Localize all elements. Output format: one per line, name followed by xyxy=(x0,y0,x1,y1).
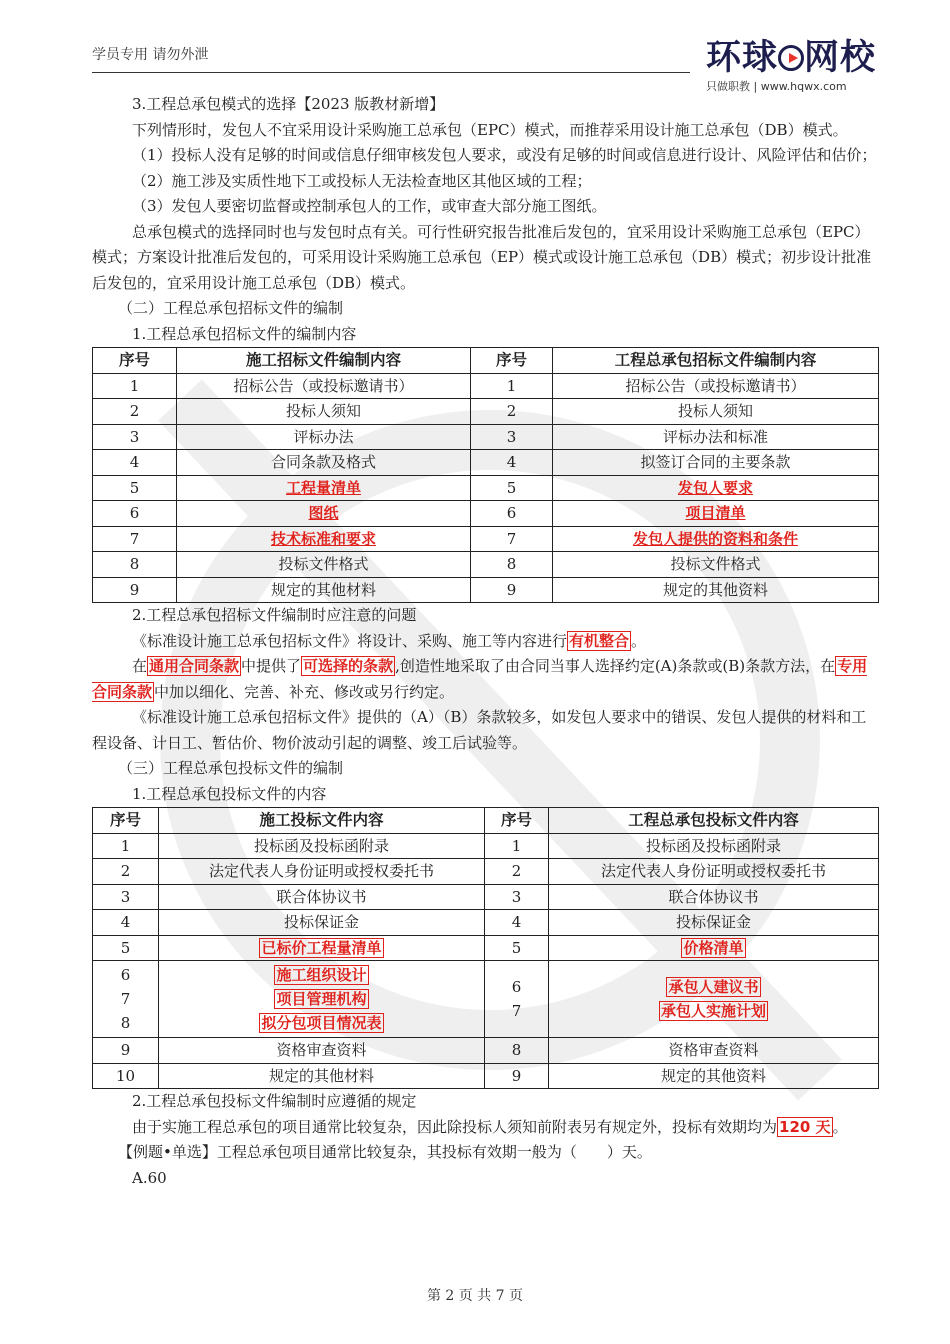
cell: 5 xyxy=(485,935,549,961)
highlight-text: 已标价工程量清单 xyxy=(261,938,382,957)
cell: 1 xyxy=(93,373,177,399)
cell: 2 xyxy=(485,859,549,885)
highlight-text: 价格清单 xyxy=(683,938,744,957)
table-row xyxy=(93,1063,879,1089)
cell: 2 xyxy=(93,399,177,425)
highlight-text: 项目清单 xyxy=(685,504,746,523)
text: 中提供了 xyxy=(241,657,302,675)
document-body xyxy=(92,92,879,1191)
cell: 2 xyxy=(93,859,159,885)
list-item: （3）发包人要密切监督或控制承包人的工作，或审查大部分施工图纸。 xyxy=(132,197,607,215)
highlight-text: 专用合同条款 xyxy=(92,657,868,701)
cell-highlight xyxy=(159,961,485,1038)
paragraph xyxy=(92,654,879,705)
cell: 资格审查资料 xyxy=(549,1038,879,1064)
table-row-multi xyxy=(93,961,879,1038)
cell-highlight xyxy=(549,961,879,1038)
highlight-text: 可选择的条款 xyxy=(303,657,394,675)
cell-highlight xyxy=(553,475,879,501)
table-row xyxy=(93,373,879,399)
cell: 4 xyxy=(93,910,159,936)
cell: 规定的其他材料 xyxy=(177,577,471,603)
highlight-text: 拟分包项目情况表 xyxy=(261,1014,382,1032)
cell-highlight xyxy=(177,475,471,501)
section-title: （三）工程总承包投标文件的编制 xyxy=(118,759,344,777)
cell-line: 7 xyxy=(511,1002,522,1020)
header-cell: 工程总承包投标文件内容 xyxy=(549,808,879,834)
cell: 拟签订合同的主要条款 xyxy=(553,450,879,476)
cell: 1 xyxy=(485,833,549,859)
table-row xyxy=(93,424,879,450)
cell: 8 xyxy=(471,552,553,578)
cell: 联合体协议书 xyxy=(549,884,879,910)
header-cell: 工程总承包招标文件编制内容 xyxy=(553,348,879,374)
cell: 规定的其他资料 xyxy=(549,1063,879,1089)
cell: 9 xyxy=(471,577,553,603)
table-row xyxy=(93,399,879,425)
highlight-text: 项目管理机构 xyxy=(276,990,367,1008)
cell: 招标公告（或投标邀请书） xyxy=(553,373,879,399)
paragraph xyxy=(92,1115,879,1141)
highlight-text: 承包人实施计划 xyxy=(660,1002,766,1020)
cell: 1 xyxy=(93,833,159,859)
cell: 规定的其他材料 xyxy=(159,1063,485,1089)
brand-logo xyxy=(706,38,876,94)
cell-line: 7 xyxy=(120,990,131,1008)
cell: 评标办法和标准 xyxy=(553,424,879,450)
page-number: 第 2 页 共 7 页 xyxy=(426,1288,524,1304)
cell-highlight xyxy=(177,501,471,527)
list-item: （2）施工涉及实质性地下工或投标人无法检查地区其他区域的工程； xyxy=(132,171,592,190)
cell xyxy=(485,961,549,1038)
cell: 评标办法 xyxy=(177,424,471,450)
logo-subtitle: 只做职教 | www.hqwx.com xyxy=(706,80,847,93)
cell: 投标文件格式 xyxy=(177,552,471,578)
highlight-text: 工程量清单 xyxy=(285,478,361,497)
text: ,创造性地采取了由合同当事人选择约定(A)条款或(B)条款方法，在 xyxy=(395,657,836,675)
highlight-text: 图纸 xyxy=(308,504,339,523)
table-row xyxy=(93,501,879,527)
table-row xyxy=(93,475,879,501)
cell: 投标函及投标函附录 xyxy=(159,833,485,859)
cell: 法定代表人身份证明或授权委托书 xyxy=(159,859,485,885)
text: 《标准设计施工总承包招标文件》将设计、采购、施工等内容进行 xyxy=(132,631,568,650)
cell: 5 xyxy=(471,475,553,501)
highlight-text: 120 天 xyxy=(779,1117,831,1136)
cell-highlight xyxy=(177,526,471,552)
table-row xyxy=(93,526,879,552)
cell: 4 xyxy=(93,450,177,476)
table-row xyxy=(93,1038,879,1064)
cell: 4 xyxy=(485,910,549,936)
header-cell: 序号 xyxy=(471,348,553,374)
text: 。 xyxy=(832,1117,848,1136)
highlight-text: 发包人提供的资料和条件 xyxy=(632,529,798,548)
table-row xyxy=(93,450,879,476)
cell: 招标公告（或投标邀请书） xyxy=(177,373,471,399)
highlight-text: 施工组织设计 xyxy=(276,966,367,984)
cell: 联合体协议书 xyxy=(159,884,485,910)
cell: 7 xyxy=(93,526,177,552)
sub-title: 1.工程总承包招标文件的编制内容 xyxy=(132,324,357,343)
option-a: A.60 xyxy=(132,1168,167,1187)
sub-title: 2.工程总承包招标文件编制时应注意的问题 xyxy=(132,606,417,624)
highlight-text: 承包人建议书 xyxy=(668,978,759,996)
highlight-text: 通用合同条款 xyxy=(149,657,240,675)
cell: 10 xyxy=(93,1063,159,1089)
cell: 5 xyxy=(93,935,159,961)
bidding-docs-table xyxy=(92,347,879,603)
header-cell: 序号 xyxy=(93,348,177,374)
play-icon xyxy=(778,45,804,71)
cell: 4 xyxy=(471,450,553,476)
header-cell: 序号 xyxy=(485,808,549,834)
table-row xyxy=(93,884,879,910)
table-row xyxy=(93,577,879,603)
cell: 2 xyxy=(471,399,553,425)
table-header-row xyxy=(93,348,879,374)
cell: 投标文件格式 xyxy=(553,552,879,578)
cell-line: 6 xyxy=(511,978,522,996)
cell: 6 xyxy=(93,501,177,527)
cell: 资格审查资料 xyxy=(159,1038,485,1064)
table-row xyxy=(93,910,879,936)
section-title: 3.工程总承包模式的选择【2023 版教材新增】 xyxy=(132,95,445,113)
cell: 8 xyxy=(485,1038,549,1064)
table-row xyxy=(93,859,879,885)
cell-highlight xyxy=(553,526,879,552)
cell: 9 xyxy=(93,577,177,603)
section-title: （二）工程总承包招标文件的编制 xyxy=(118,299,344,317)
cell: 3 xyxy=(471,424,553,450)
highlight-text: 技术标准和要求 xyxy=(270,529,376,548)
cell: 5 xyxy=(93,475,177,501)
header-notice: 学员专用 请勿外泄 xyxy=(92,47,209,63)
table-row xyxy=(93,935,879,961)
table-header-row xyxy=(93,808,879,834)
text: 在 xyxy=(132,657,148,675)
cell: 合同条款及格式 xyxy=(177,450,471,476)
cell: 9 xyxy=(485,1063,549,1089)
cell: 投标保证金 xyxy=(159,910,485,936)
example-question: 【例题•单选】工程总承包项目通常比较复杂，其投标有效期一般为（ ）天。 xyxy=(118,1143,652,1161)
sub-title: 2.工程总承包投标文件编制时应遵循的规定 xyxy=(132,1092,417,1110)
cell: 6 xyxy=(471,501,553,527)
cell: 7 xyxy=(471,526,553,552)
cell-line: 6 xyxy=(120,966,131,984)
highlight-text: 发包人要求 xyxy=(677,478,753,497)
cell: 投标保证金 xyxy=(549,910,879,936)
text: 由于实施工程总承包的项目通常比较复杂，因此除投标人须知前附表另有规定外，投标有效期均为 xyxy=(132,1117,778,1136)
cell: 投标人须知 xyxy=(177,399,471,425)
cell: 法定代表人身份证明或授权委托书 xyxy=(549,859,879,885)
cell: 3 xyxy=(485,884,549,910)
paragraph xyxy=(92,629,879,655)
cell: 3 xyxy=(93,884,159,910)
header-cell: 施工投标文件内容 xyxy=(159,808,485,834)
tender-docs-table xyxy=(92,807,879,1089)
paragraph: 下列情形时，发包人不宜采用设计采购施工总承包（EPC）模式，而推荐采用设计施工总承包（DB）模式。 xyxy=(132,120,848,139)
cell-highlight xyxy=(159,935,485,961)
cell-highlight xyxy=(553,501,879,527)
cell: 3 xyxy=(93,424,177,450)
highlight-text: 有机整合 xyxy=(569,631,630,650)
sub-title: 1.工程总承包投标文件的内容 xyxy=(132,784,327,803)
logo-text: 环球 网校 xyxy=(706,38,877,78)
list-item: （1）投标人没有足够的时间或信息仔细审核发包人要求，或没有足够的时间或信息进行设计、风险评估和估价； xyxy=(132,146,877,164)
cell-line: 8 xyxy=(120,1014,131,1032)
table-row xyxy=(93,552,879,578)
cell xyxy=(93,961,159,1038)
cell: 规定的其他资料 xyxy=(553,577,879,603)
header-divider xyxy=(92,72,690,73)
text: 。 xyxy=(631,631,647,650)
cell: 8 xyxy=(93,552,177,578)
header-cell: 序号 xyxy=(93,808,159,834)
text: 中加以细化、完善、补充、修改或另行约定。 xyxy=(154,682,455,701)
paragraph: 总承包模式的选择同时也与发包时点有关。可行性研究报告批准后发包的，宜采用设计采购施工总承包（EPC）模式；方案设计批准后发包的，可采用设计采购施工总承包（EP）模式或设计施工总承包（DB）模式；初步设计批准后发包的，宜采用设计施工总承包（DB）模式。 xyxy=(92,222,872,292)
paragraph: 《标准设计施工总承包招标文件》提供的（A）（B）条款较多，如发包人要求中的错误、发包人提供的材料和工程设备、计日工、暂估价、物价波动引起的调整、竣工后试验等。 xyxy=(92,708,867,752)
header-cell: 施工招标文件编制内容 xyxy=(177,348,471,374)
cell: 投标人须知 xyxy=(553,399,879,425)
cell: 投标函及投标函附录 xyxy=(549,833,879,859)
cell-highlight xyxy=(549,935,879,961)
cell: 1 xyxy=(471,373,553,399)
table-row xyxy=(93,833,879,859)
cell: 9 xyxy=(93,1038,159,1064)
